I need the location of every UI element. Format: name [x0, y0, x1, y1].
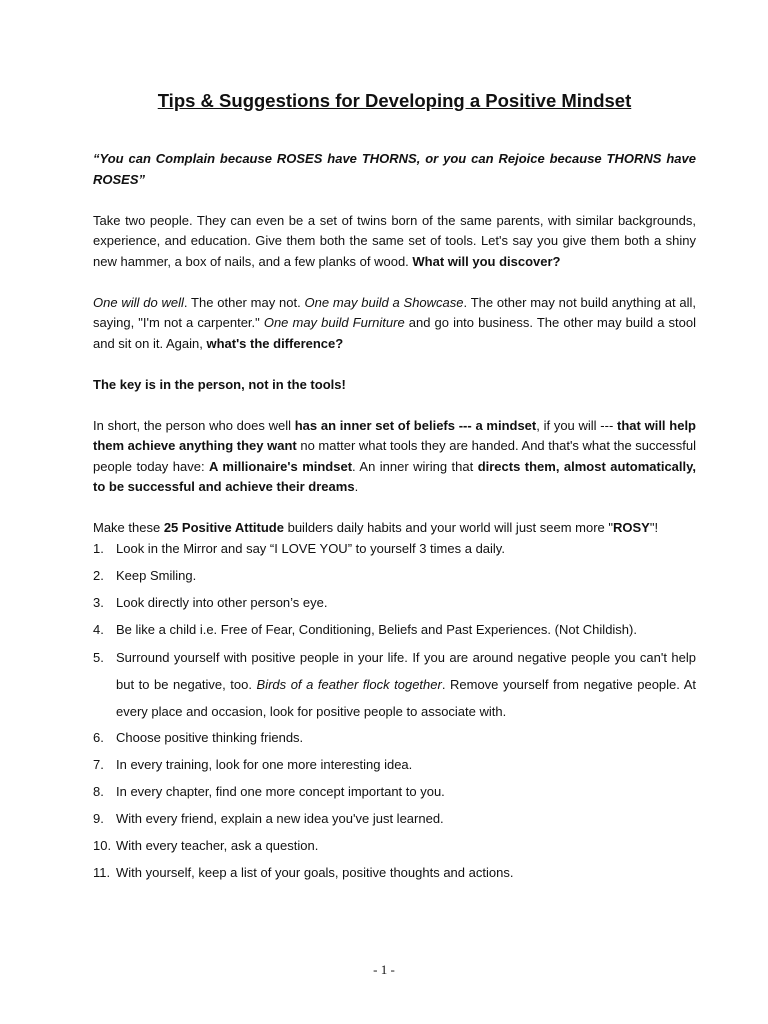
list-text: Choose positive thinking friends. — [116, 729, 304, 745]
italic-run: One may build a Showcase — [304, 294, 464, 310]
list-number: 1. — [93, 540, 104, 556]
italic-run: One may build Furniture — [263, 315, 405, 330]
italic-run: Birds of a feather flock together — [256, 676, 442, 692]
text-run: , if you will --- — [536, 417, 618, 433]
text-run: builders daily habits and your world will just seem more " — [283, 520, 614, 535]
list-item — [93, 755, 696, 776]
text-run: Take two people. They can even be a set of twins born of the same parents, with similar backgrounds, experience, and education. Give them both the same set of tools. Let's say you give them both a shiny new hammer, a box of nails, and a few planks of wood. — [93, 212, 696, 269]
list-item — [93, 728, 696, 749]
italic-run: One will do well — [93, 294, 184, 310]
list-text: With yourself, keep a list of your goals, positive thoughts and actions. — [116, 864, 514, 880]
paragraph-in-short — [93, 416, 696, 498]
bold-run: what's the difference? — [206, 335, 344, 351]
list-text: . Remove yourself from negative people. At every place and occasion, look for positive people to associate with. — [116, 676, 696, 719]
list-item — [93, 620, 696, 641]
list-number: 7. — [93, 756, 104, 772]
list-number: 9. — [93, 810, 104, 826]
list-number: 3. — [93, 594, 104, 610]
text-run: . — [354, 479, 359, 494]
list-number: 2. — [93, 567, 104, 583]
list-number: 8. — [93, 783, 104, 799]
list-text: In every chapter, find one more concept important to you. — [116, 783, 445, 799]
bold-run: has an inner set of beliefs --- a mindset — [294, 417, 537, 433]
list-item — [93, 863, 696, 884]
list-item — [93, 836, 696, 857]
list-item — [93, 566, 696, 587]
list-item — [93, 593, 696, 614]
list-number: 4. — [93, 621, 104, 637]
list-text: Look directly into other person’s eye. — [116, 594, 328, 610]
list-number: 11. — [93, 864, 111, 880]
list-text: Keep Smiling. — [116, 567, 197, 583]
bold-run: ROSY — [613, 520, 650, 535]
list-number: 6. — [93, 729, 104, 745]
paragraph-one-will-do-well — [93, 293, 696, 355]
bold-run: that will help them achieve anything they want — [93, 417, 696, 453]
text-run: no matter what tools they are handed. And that's what the successful people today have: — [93, 438, 696, 474]
text-run: In short, the person who does well — [93, 417, 295, 433]
page-title: Tips & Suggestions for Developing a Positive Mindset — [157, 90, 632, 111]
text-run: "! — [649, 520, 659, 535]
text-run: and go into business. The other may build a stool and sit on it. Again, — [93, 315, 696, 351]
paragraph-list-intro — [93, 518, 696, 539]
key-statement — [93, 375, 696, 396]
list-item — [93, 782, 696, 803]
bold-run: A millionaire's mindset — [209, 458, 353, 474]
list-text: With every friend, explain a new idea you've just learned. — [116, 810, 444, 826]
list-text: Surround yourself with positive people in your life. If you are around negative people you can't help but to be negative, too. — [116, 649, 696, 692]
list-item — [93, 809, 696, 830]
text-run: . An inner wiring that — [352, 458, 478, 474]
list-text: Be like a child i.e. Free of Fear, Conditioning, Beliefs and Past Experiences. (Not Childish). — [116, 621, 637, 637]
list-number: 5. — [93, 649, 104, 665]
list-number: 10. — [93, 837, 112, 853]
list-item — [93, 539, 696, 560]
text-run: . The other may not. — [183, 294, 305, 310]
bold-run: 25 Positive Attitude — [163, 520, 284, 535]
text-run: Make these — [93, 520, 164, 535]
list-text: In every training, look for one more interesting idea. — [116, 756, 413, 772]
document-body — [93, 88, 696, 890]
paragraph-two-people — [93, 211, 696, 273]
list-text: Look in the Mirror and say “I LOVE YOU” to yourself 3 times a daily. — [116, 540, 505, 556]
page-number: - 1 - — [373, 962, 395, 977]
list-text: With every teacher, ask a question. — [116, 837, 319, 853]
bold-run: What will you discover? — [412, 253, 561, 269]
list-item — [93, 644, 696, 725]
opening-quote: “You can Complain because ROSES have THORNS, or you can Rejoice because THORNS have ROSES” — [93, 151, 696, 187]
bold-run: directs them, almost automatically, to be successful and achieve their dreams — [93, 458, 696, 494]
text-run: . The other may not build anything at all, saying, "I'm not a carpenter." — [93, 294, 696, 330]
tips-list — [93, 539, 696, 884]
bold-run: The key is in the person, not in the tools! — [93, 376, 346, 392]
